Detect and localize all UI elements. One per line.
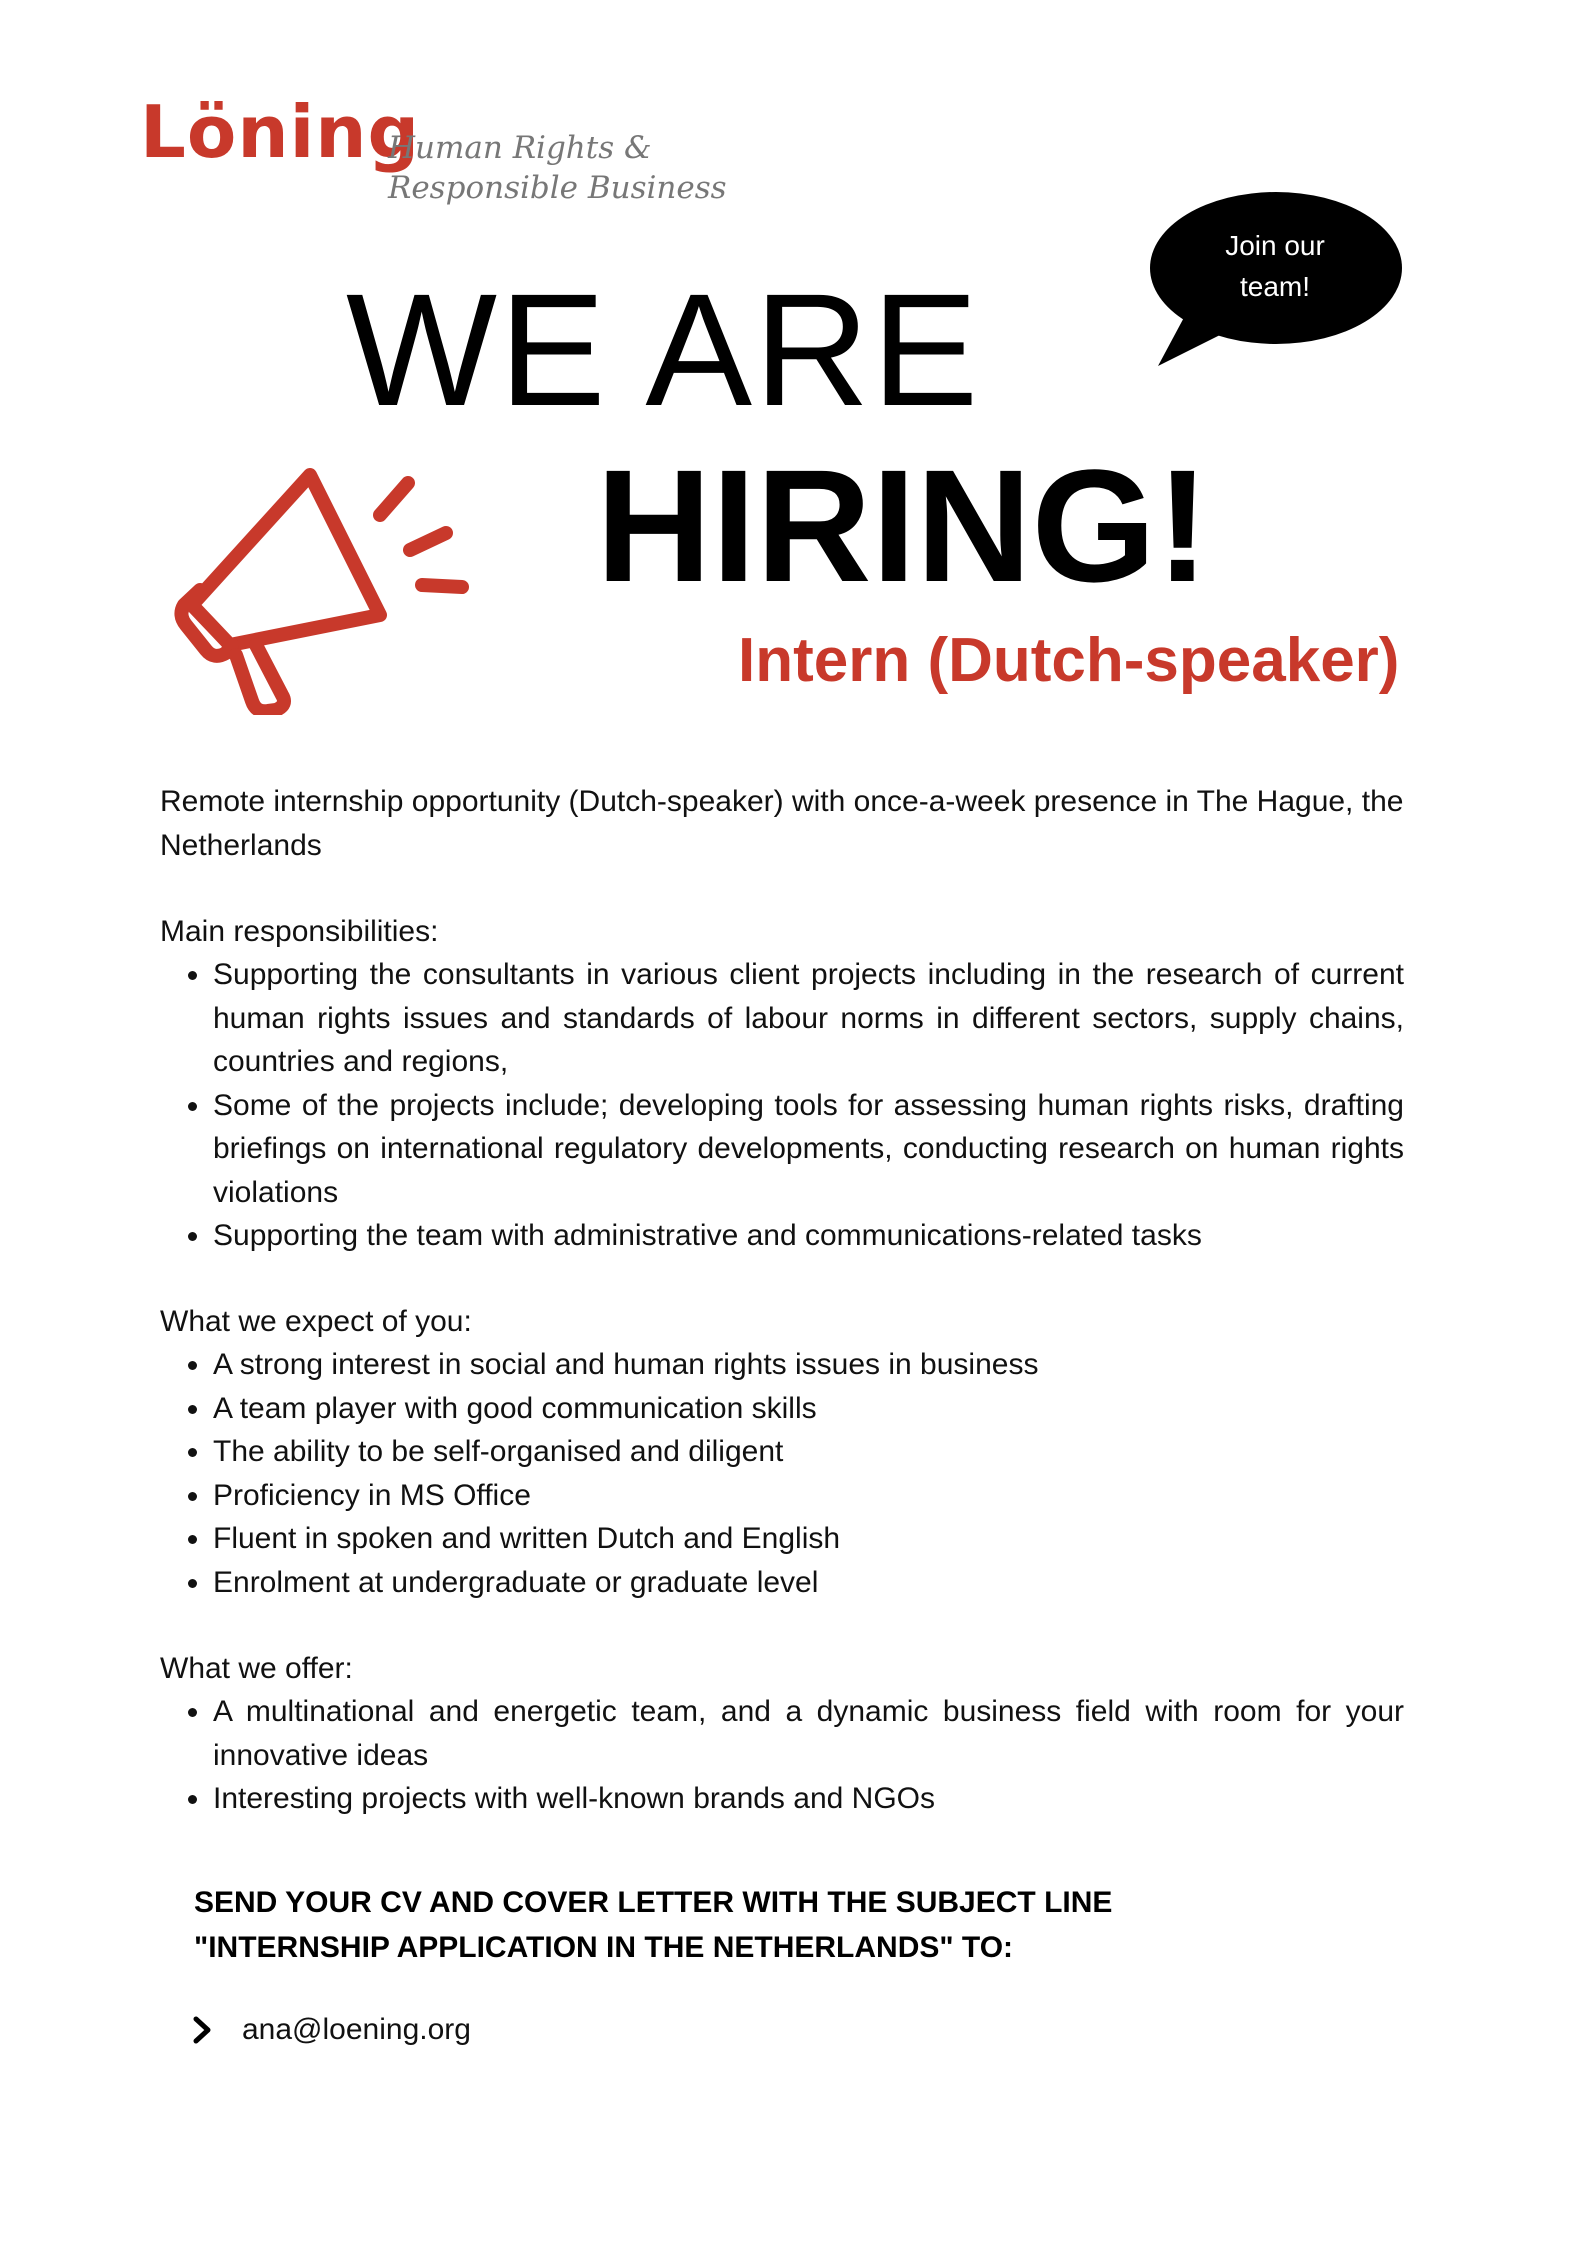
join-team-bubble <box>1150 190 1410 370</box>
list-item: Interesting projects with well-known brands and NGOs <box>160 1777 1404 1821</box>
list-item: Fluent in spoken and written Dutch and English <box>160 1517 1404 1561</box>
bubble-line-2: team! <box>1239 271 1311 302</box>
list-item: A strong interest in social and human rights issues in business <box>160 1343 1404 1387</box>
offer-list <box>160 1690 1404 1821</box>
intro-text: Remote internship opportunity (Dutch-speaker) with once-a-week presence in The Hague, the Netherlands <box>160 785 1404 862</box>
bubble-text <box>1150 225 1400 307</box>
list-item: A team player with good communication skills <box>160 1387 1404 1431</box>
responsibilities-heading: Main responsibilities: <box>160 915 439 948</box>
headline-we-are: WE ARE <box>346 260 981 439</box>
list-item: Supporting the consultants in various client projects including in the research of current human rights issues and standards of labour norms in different sectors, supply chains, countries and regions, <box>160 953 1404 1084</box>
tagline-line-1: Human Rights & <box>388 130 652 166</box>
cta-line-1: SEND YOUR CV AND COVER LETTER WITH THE SUBJECT LINE <box>194 1886 1113 1919</box>
expectations-list <box>160 1343 1404 1604</box>
megaphone-icon <box>170 455 480 715</box>
offer-heading: What we offer: <box>160 1652 353 1685</box>
application-instructions <box>194 1880 1112 1970</box>
position-title: Intern (Dutch-speaker) <box>738 626 1400 695</box>
expectations-heading: What we expect of you: <box>160 1305 472 1338</box>
contact-row <box>190 2008 471 2052</box>
bubble-line-1: Join our <box>1225 230 1325 261</box>
chevron-right-icon <box>190 2015 216 2045</box>
company-logo: Löning <box>140 90 421 174</box>
tagline-line-2: Responsible Business <box>388 170 727 206</box>
contact-email[interactable]: ana@loening.org <box>242 2013 471 2046</box>
company-tagline <box>388 128 727 208</box>
list-item: Enrolment at undergraduate or graduate level <box>160 1561 1404 1605</box>
list-item: Some of the projects include; developing tools for assessing human rights risks, drafting briefings on international regulatory developments, conducting research on human rights violations <box>160 1084 1404 1215</box>
cta-line-2: "INTERNSHIP APPLICATION IN THE NETHERLANDS" TO: <box>194 1931 1014 1964</box>
responsibilities-list <box>160 953 1404 1258</box>
list-item: Supporting the team with administrative and communications-related tasks <box>160 1214 1404 1258</box>
headline-hiring: HIRING! <box>596 436 1210 615</box>
list-item: A multinational and energetic team, and a dynamic business field with room for your innovative ideas <box>160 1690 1404 1777</box>
list-item: The ability to be self-organised and diligent <box>160 1430 1404 1474</box>
list-item: Proficiency in MS Office <box>160 1474 1404 1518</box>
